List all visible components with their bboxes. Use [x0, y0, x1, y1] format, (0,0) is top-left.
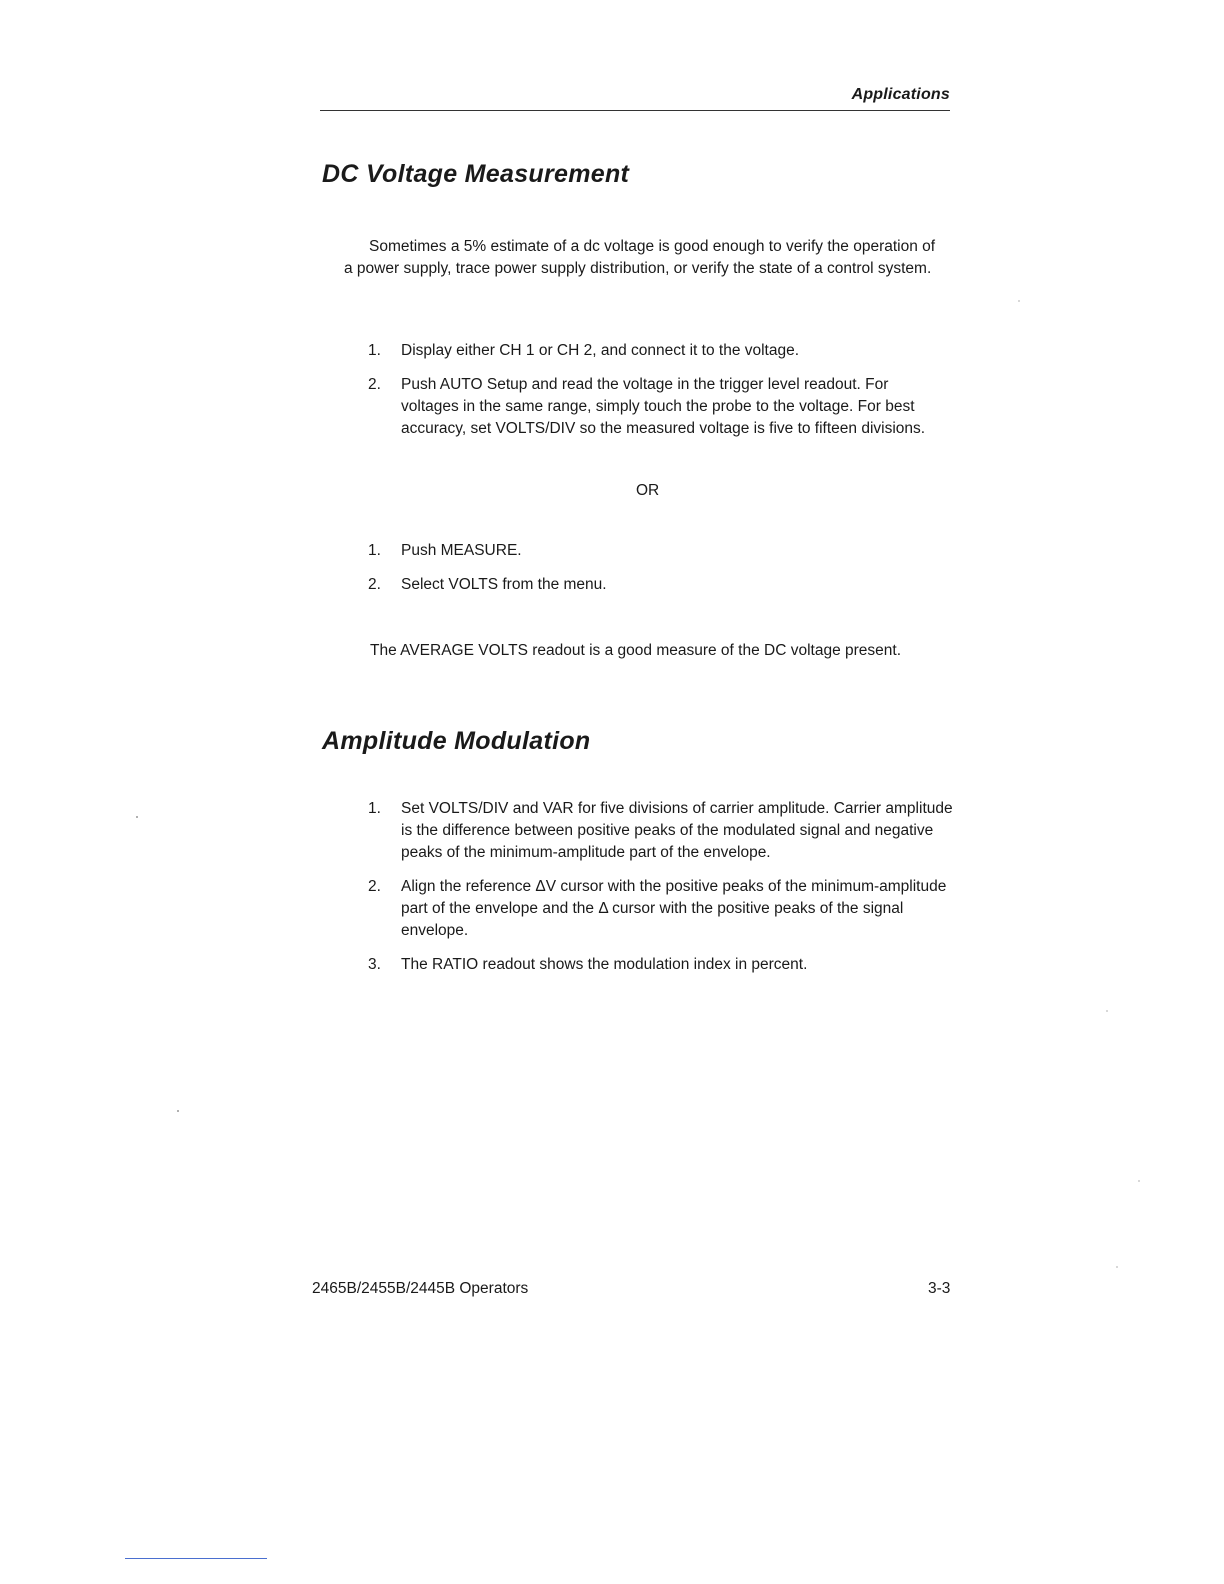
step-number: 2.: [368, 576, 381, 593]
step-text: Display either CH 1 or CH 2, and connect it to the voltage.: [401, 342, 800, 359]
step-text: Push AUTO Setup and read the voltage in the trigger level readout. For voltages in the same range, simply touch the probe to the voltage. For best accuracy, set VOLTS/DIV so the measured voltage is five to fifteen divisions.: [401, 376, 926, 437]
steps-list-amplitude-modulation: [368, 798, 953, 988]
steps-list-auto-setup: [368, 340, 948, 452]
steps-list-measure: [368, 540, 948, 608]
list-item: [368, 954, 953, 976]
step-text: Push MEASURE.: [401, 542, 522, 559]
list-item: [368, 876, 953, 942]
step-text: Select VOLTS from the menu.: [401, 576, 607, 593]
or-separator: OR: [636, 482, 660, 499]
footer-page-number: 3-3: [928, 1280, 951, 1297]
section-title-dc-voltage: DC Voltage Measurement: [322, 160, 630, 188]
step-text: Set VOLTS/DIV and VAR for five divisions of carrier amplitude. Carrier amplitude is the difference between positive peaks of the modulated signal and negative peaks of the minimum-amplitude part of the envelope.: [401, 800, 953, 861]
step-text: The RATIO readout shows the modulation index in percent.: [401, 956, 808, 973]
step-number: 2.: [368, 878, 381, 895]
closing-paragraph: The AVERAGE VOLTS readout is a good measure of the DC voltage present.: [370, 642, 902, 659]
scan-speck: [1018, 300, 1020, 302]
scan-speck: [1138, 1180, 1140, 1182]
step-text: Align the reference ΔV cursor with the positive peaks of the minimum-amplitude part of the envelope and the Δ cursor with the positive peaks of the signal envelope.: [401, 878, 947, 939]
intro-paragraph: Sometimes a 5% estimate of a dc voltage is good enough to verify the operation of a power supply, trace power supply distribution, or verify the state of a control system.: [344, 238, 936, 277]
list-item: [368, 340, 948, 362]
scan-artifact-line: [125, 1558, 267, 1559]
step-number: 1.: [368, 800, 381, 817]
scan-speck: [1106, 1010, 1108, 1012]
scan-speck: [136, 816, 138, 818]
list-item: [368, 374, 948, 440]
step-number: 1.: [368, 342, 381, 359]
section-title-amplitude-modulation: Amplitude Modulation: [322, 727, 591, 755]
footer-product: 2465B/2455B/2445B Operators: [312, 1280, 529, 1297]
list-item: [368, 798, 953, 864]
step-number: 1.: [368, 542, 381, 559]
step-number: 2.: [368, 376, 381, 393]
step-number: 3.: [368, 956, 381, 973]
running-header: Applications: [851, 86, 950, 103]
list-item: [368, 574, 948, 596]
header-rule: [320, 110, 950, 111]
list-item: [368, 540, 948, 562]
scan-speck: [177, 1110, 179, 1112]
scan-speck: [1116, 1266, 1118, 1268]
